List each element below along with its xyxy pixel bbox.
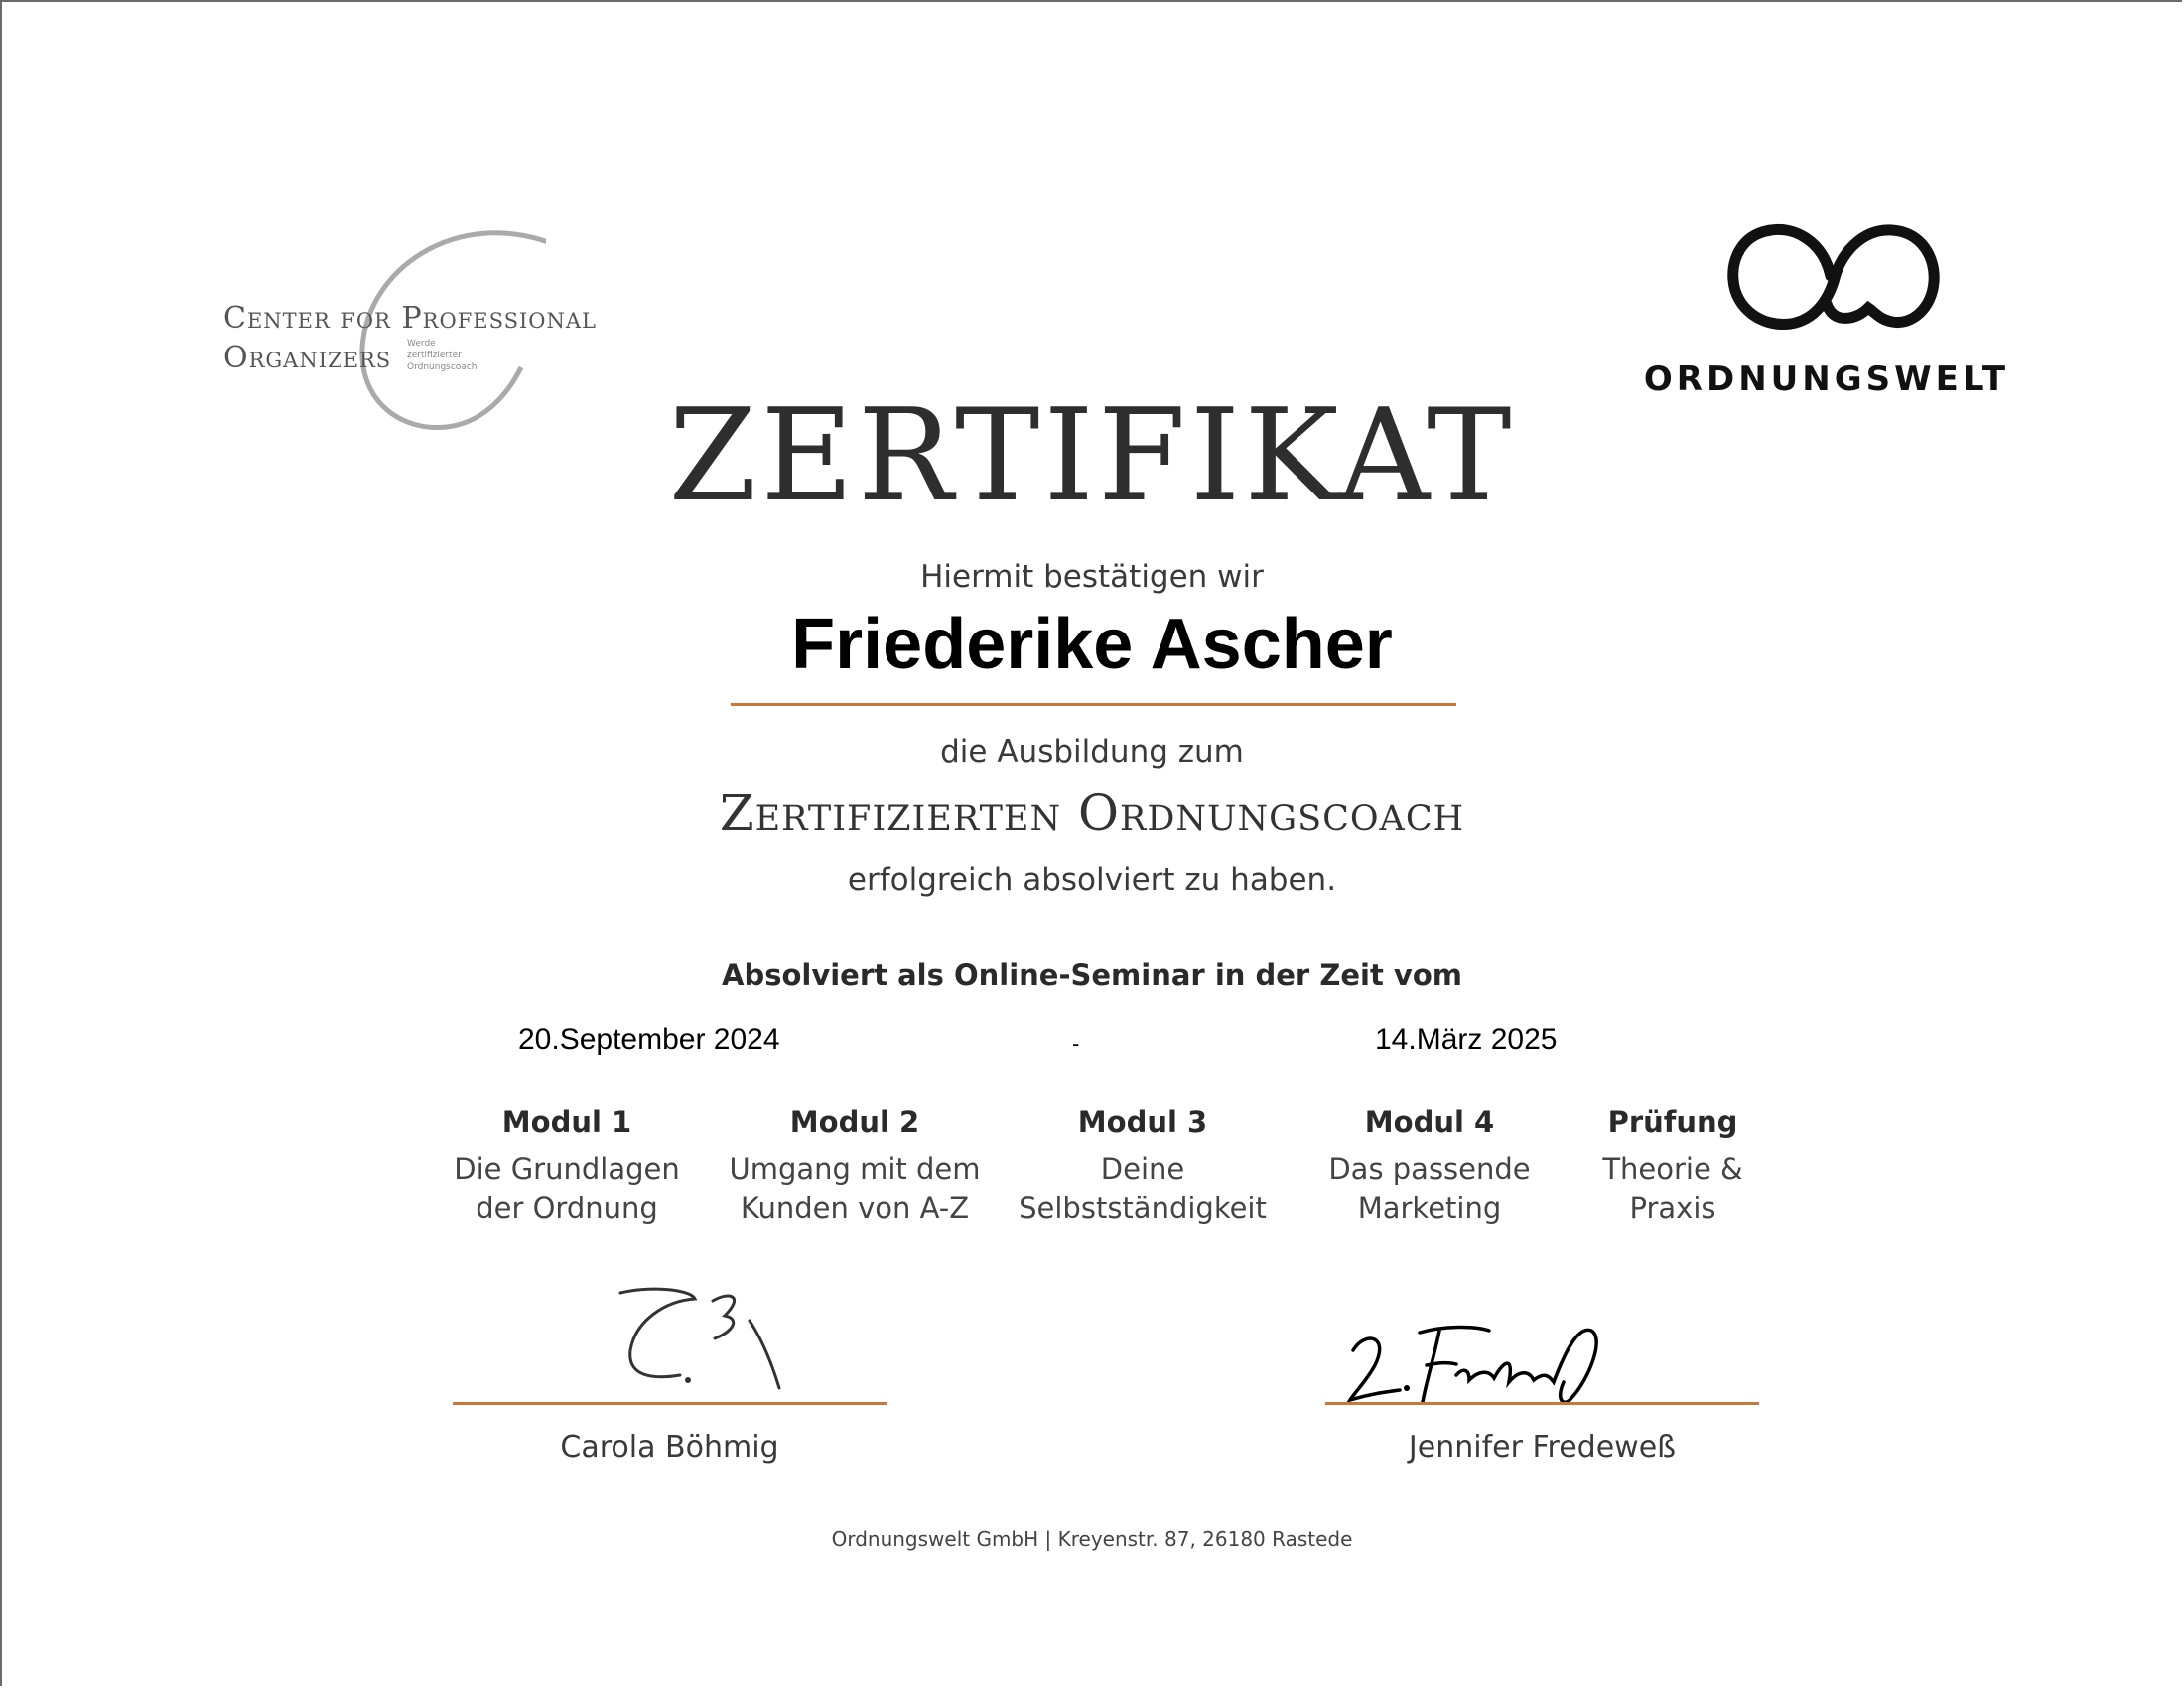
cpo-logo-line1: Center for Professional bbox=[223, 301, 597, 336]
signer-2-name: Jennifer Fredeweß bbox=[1408, 1430, 1677, 1465]
date-from: 20.September 2024 bbox=[518, 1023, 780, 1055]
signer-1-name: Carola Böhmig bbox=[560, 1430, 779, 1465]
ordnungswelt-wordmark: ORDNUNGSWELT bbox=[1643, 359, 2010, 399]
module-description: Deine Selbstständigkeit bbox=[1019, 1152, 1267, 1225]
recipient-name: Friederike Ascher bbox=[791, 605, 1393, 684]
module-title: Modul 4 bbox=[1364, 1105, 1495, 1139]
training-prefix: die Ausbildung zum bbox=[940, 734, 1244, 770]
intro-text: Hiermit bestätigen wir bbox=[920, 559, 1264, 595]
date-separator: - bbox=[1072, 1031, 1080, 1055]
exam bbox=[1544, 1105, 1802, 1228]
module-3 bbox=[1014, 1105, 1272, 1228]
signature-jennifer-fredewess bbox=[1345, 1321, 1623, 1420]
module-4 bbox=[1300, 1105, 1559, 1228]
module-title: Modul 1 bbox=[501, 1105, 632, 1139]
signature-line-1 bbox=[453, 1402, 887, 1405]
module-description: Die Grundlagen der Ordnung bbox=[454, 1152, 680, 1225]
module-2 bbox=[726, 1105, 984, 1228]
module-title: Prüfung bbox=[1607, 1105, 1738, 1139]
certificate-title: ZERTIFIKAT bbox=[668, 382, 1516, 530]
ordnungswelt-infinity-icon bbox=[1723, 218, 1942, 338]
company-footer: Ordnungswelt GmbH | Kreyenstr. 87, 26180 Rastede bbox=[831, 1527, 1353, 1551]
module-1 bbox=[438, 1105, 696, 1228]
module-description: Das passende Marketing bbox=[1328, 1152, 1531, 1225]
date-to: 14.März 2025 bbox=[1375, 1023, 1558, 1055]
module-title: Modul 3 bbox=[1077, 1105, 1208, 1139]
cpo-logo-tagline: Werde zertifizierter Ordnungscoach bbox=[407, 339, 478, 372]
module-title: Modul 2 bbox=[789, 1105, 920, 1139]
period-label: Absolviert als Online-Seminar in der Zeit vom bbox=[722, 958, 1462, 992]
module-description: Theorie & Praxis bbox=[1602, 1152, 1743, 1225]
cpo-logo-line2: Organizers bbox=[223, 341, 392, 375]
module-description: Umgang mit dem Kunden von A-Z bbox=[729, 1152, 981, 1225]
signature-carola-boehmig bbox=[596, 1281, 824, 1410]
qualification-title: Zertifizierten Ordnungscoach bbox=[719, 784, 1465, 842]
name-underline bbox=[731, 703, 1456, 706]
completion-text: erfolgreich absolviert zu haben. bbox=[847, 862, 1337, 898]
ordnungswelt-logo bbox=[1628, 218, 2025, 407]
signature-line-2 bbox=[1325, 1402, 1759, 1405]
